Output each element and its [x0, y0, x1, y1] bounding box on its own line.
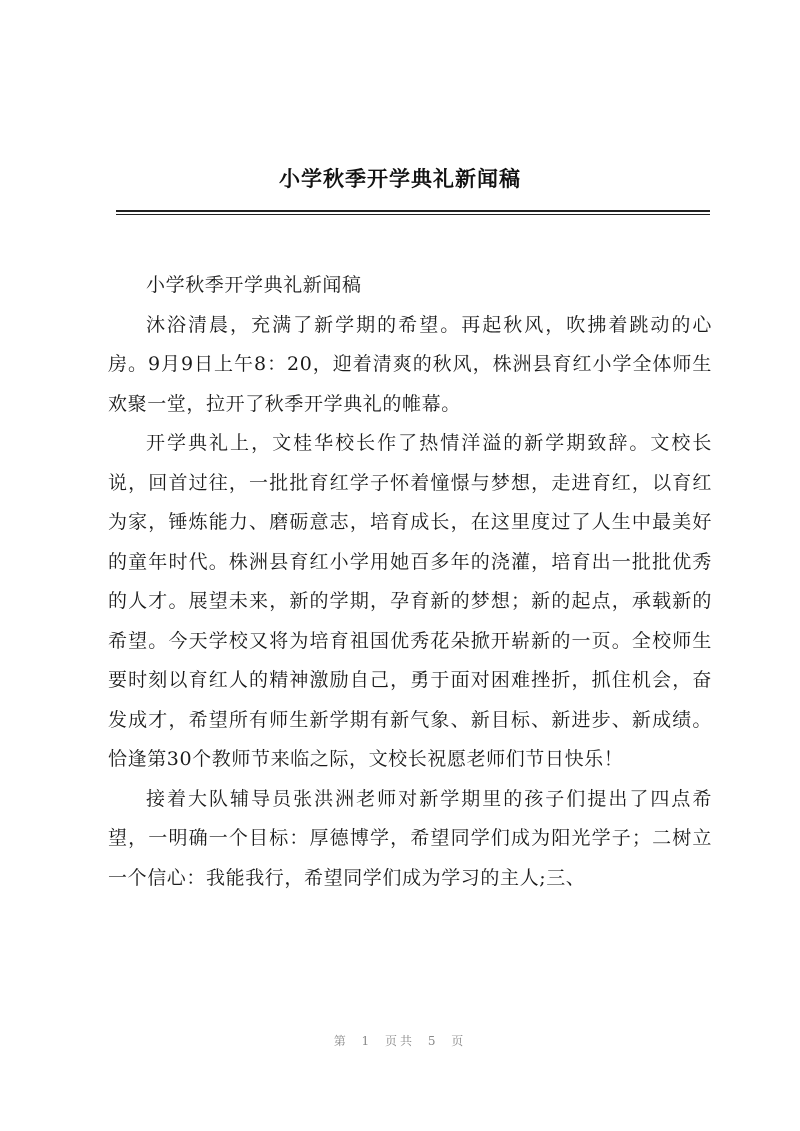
- document-title: 小学秋季开学典礼新闻稿: [279, 166, 521, 191]
- paragraph-heading: 小学秋季开学典礼新闻稿: [146, 274, 362, 296]
- paragraph: 沐浴清晨，充满了新学期的希望。再起秋风，吹拂着跳动的心房。9月9日上午8：20，迎着清爽的秋风，株洲县育红小学全体师生欢聚一堂，拉开了秋季开学典礼的帷幕。: [108, 313, 712, 415]
- title-divider: [116, 210, 710, 212]
- paragraph: 接着大队辅导员张洪洲老师对新学期里的孩子们提出了四点希望，一明确一个目标：厚德博学，希望同学们成为阳光学子；二树立一个信心：我能我行，希望同学们成为学习的主人;三、: [108, 787, 712, 889]
- page-number-footer: 第 1 页共 5 页: [333, 1034, 467, 1048]
- title-divider-thin: [116, 214, 710, 215]
- document-body: [108, 266, 712, 898]
- paragraph: 开学典礼上，文桂华校长作了热情洋溢的新学期致辞。文校长说，回首过往，一批批育红学子怀着憧憬与梦想，走进育红，以育红为家，锤炼能力、磨砺意志，培育成长，在这里度过了人生中最美好的童年时代。株洲县育红小学用她百多年的浇灌，培育出一批批优秀的人才。展望未来，新的学期，孕育新的梦想；新的起点，承载新的希望。今天学校又将为培育祖国优秀花朵掀开崭新的一页。全校师生要时刻以育红人的精神激励自己，勇于面对困难挫折，抓住机会，奋发成才，希望所有师生新学期有新气象、新目标、新进步、新成绩。恰逢第30个教师节来临之际，文校长祝愿老师们节日快乐！: [108, 432, 712, 770]
